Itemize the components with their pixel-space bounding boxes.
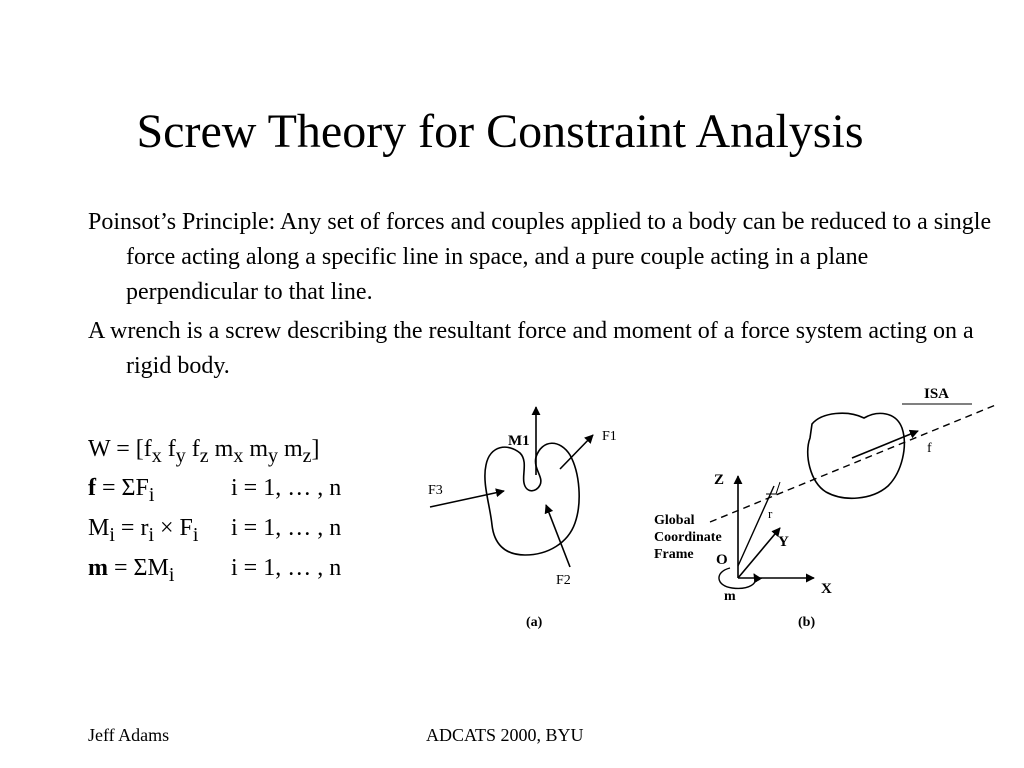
caption-b: (b) bbox=[798, 615, 816, 630]
footer-author: Jeff Adams bbox=[88, 725, 170, 745]
moment-equation: $M_i = r_i \times F_i$ i = 1, … , n bbox=[88, 515, 342, 546]
figure-b-wrench-axis bbox=[650, 382, 1010, 640]
moment-sum-equation: $m = \Sigma M_i$ i = 1, … , n bbox=[88, 555, 342, 586]
rigid-body-outline bbox=[485, 443, 579, 555]
figure-a-force-system bbox=[420, 395, 650, 640]
wrench-vector-equation: $W = [f_x$ $f_y$ $f_z$ $m_x$ $m_y$ $m_z$] bbox=[88, 436, 320, 467]
force-sum-equation: $f = \Sigma F_i$ i = 1, … , n bbox=[88, 475, 342, 506]
label-f3: F3 bbox=[428, 483, 443, 498]
footer-event: ADCATS 2000, BYU bbox=[426, 725, 584, 745]
caption-a: (a) bbox=[526, 615, 543, 630]
label-f: f bbox=[927, 441, 932, 456]
label-m: m bbox=[724, 589, 736, 604]
global-frame-label-1: Global bbox=[654, 513, 695, 528]
label-z: Z bbox=[714, 472, 725, 488]
force-f2-arrow bbox=[546, 505, 570, 567]
force-f-arrow bbox=[852, 431, 918, 458]
global-frame-label-2: Coordinate bbox=[654, 530, 722, 545]
label-m1: M1 bbox=[508, 433, 530, 449]
global-frame-label-3: Frame bbox=[654, 547, 694, 562]
poinsot-principle-text: Poinsot’s Principle: Any set of forces and couples applied to a body can be reduced to a single force acting along a specific line in space, and a pure couple acting in a plane perpendicular to that line. bbox=[88, 209, 992, 305]
force-f1-arrow bbox=[560, 435, 593, 469]
label-f1: F1 bbox=[602, 429, 617, 444]
label-r: r bbox=[768, 506, 773, 521]
label-x: X bbox=[821, 581, 832, 597]
label-isa: ISA bbox=[924, 386, 950, 402]
label-o: O bbox=[716, 552, 728, 568]
wrench-definition-text: A wrench is a screw describing the resultant force and moment of a force system acting on a rigid body. bbox=[88, 318, 974, 379]
isa-axis-line bbox=[710, 404, 998, 522]
slide-title: Screw Theory for Constraint Analysis bbox=[136, 105, 864, 158]
position-vector-r bbox=[738, 486, 774, 566]
label-y: Y bbox=[778, 534, 789, 550]
label-f2: F2 bbox=[556, 573, 571, 588]
